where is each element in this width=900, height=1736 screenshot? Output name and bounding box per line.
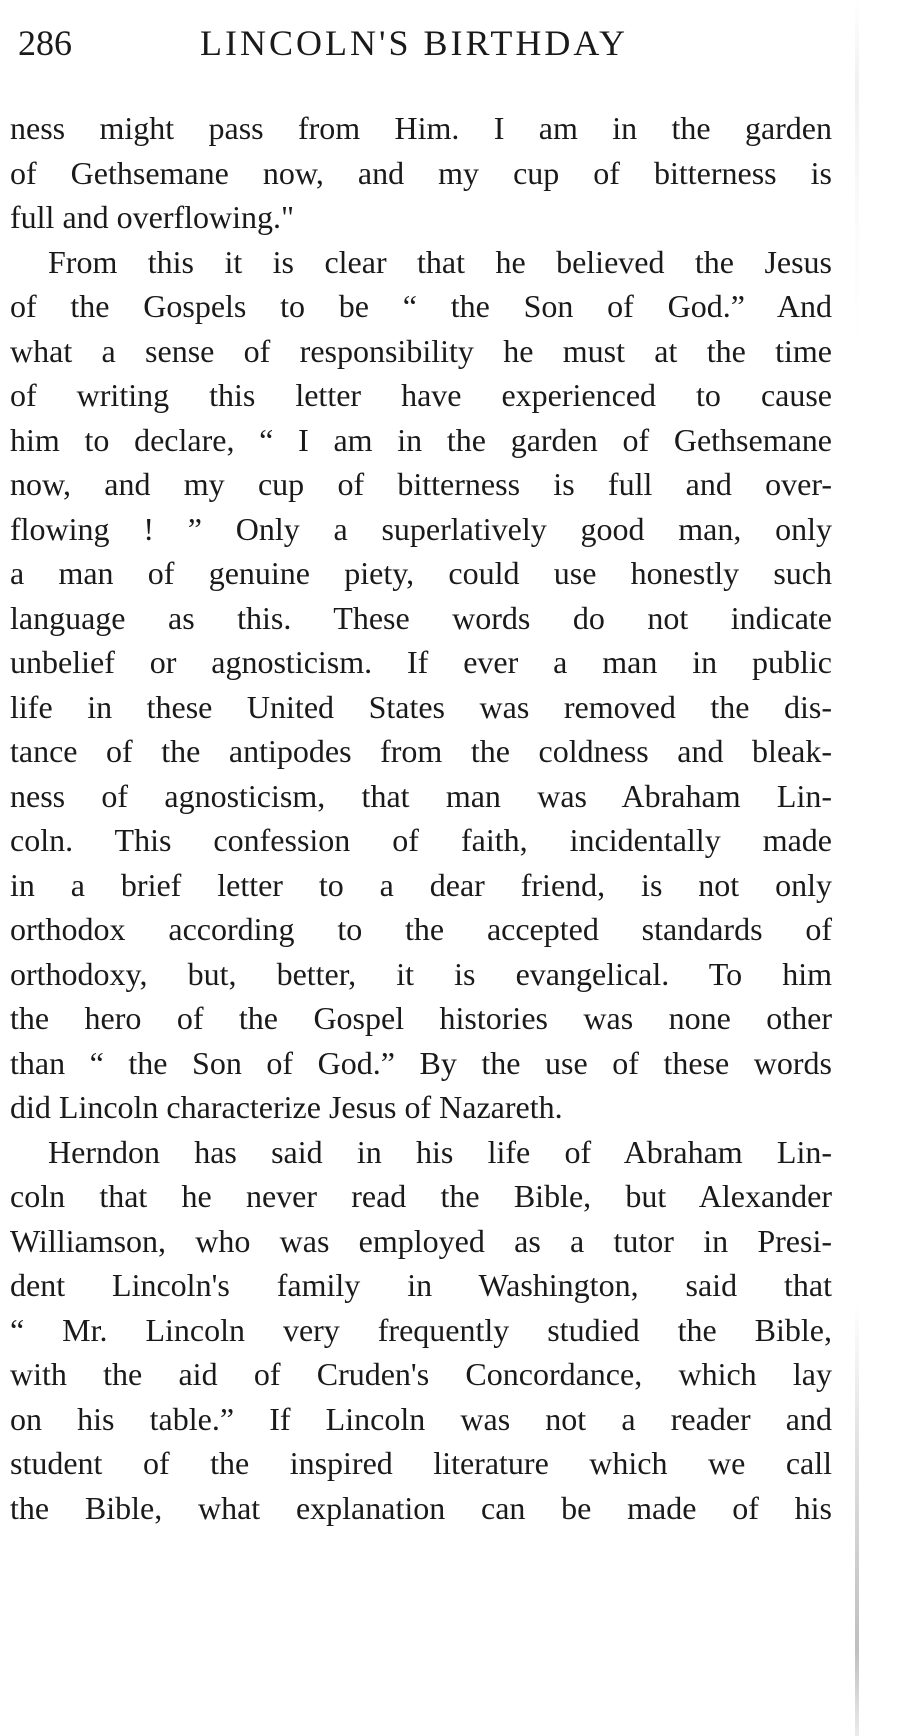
text-line: of writing this letter have experienced to cause	[10, 377, 832, 413]
page-number: 286	[18, 23, 72, 63]
text-line: student of the inspired literature which we call	[10, 1445, 832, 1481]
text-line: of the Gospels to be “ the Son of God.” And	[10, 288, 832, 324]
text-line: on his table.” If Lincoln was not a reader and	[10, 1400, 832, 1437]
text-line: did Lincoln characterize Jesus of Nazareth.	[10, 1089, 563, 1125]
text-line: the Bible, what explanation can be made of his	[10, 1489, 832, 1526]
text-line: coln that he never read the Bible, but Alexander	[10, 1178, 832, 1214]
text-line: of Gethsemane now, and my cup of bitterness is	[10, 154, 832, 191]
running-head	[10, 22, 830, 70]
text-line: tance of the antipodes from the coldness and bleak-	[10, 733, 832, 769]
text-line: Herndon has said in his life of Abraham Lin-	[48, 1133, 832, 1170]
text-line: orthodoxy, but, better, it is evangelical. To him	[10, 955, 832, 992]
text-line: full and overflowing."	[10, 199, 295, 235]
text-line: a man of genuine piety, could use honestly such	[10, 555, 832, 591]
text-line: language as this. These words do not indicate	[10, 599, 832, 636]
text-line: From this it is clear that he believed the Jesus	[48, 243, 832, 280]
text-line: flowing ! ” Only a superlatively good man, only	[10, 510, 832, 547]
text-line: than “ the Son of God.” By the use of these words	[10, 1044, 832, 1081]
text-line: the hero of the Gospel histories was none other	[10, 1000, 832, 1036]
text-line: dent Lincoln's family in Washington, said that	[10, 1267, 832, 1303]
text-line: “ Mr. Lincoln very frequently studied the Bible,	[10, 1311, 832, 1348]
text-line: now, and my cup of bitterness is full and over-	[10, 466, 832, 502]
scan-edge	[855, 0, 859, 1736]
text-line: him to declare, “ I am in the garden of Gethsemane	[10, 421, 832, 458]
text-line: what a sense of responsibility he must at the time	[10, 332, 832, 369]
body-text	[10, 106, 832, 1530]
text-line: in a brief letter to a dear friend, is not only	[10, 866, 832, 903]
text-line: with the aid of Cruden's Concordance, which lay	[10, 1356, 832, 1392]
text-line: ness of agnosticism, that man was Abraham Lin-	[10, 777, 832, 814]
text-line: ness might pass from Him. I am in the garden	[10, 110, 832, 146]
text-line: coln. This confession of faith, incidentally made	[10, 822, 832, 858]
running-title: LINCOLN'S BIRTHDAY	[200, 23, 629, 63]
text-line: life in these United States was removed the dis-	[10, 688, 832, 725]
text-line: Williamson, who was employed as a tutor in Presi-	[10, 1222, 832, 1259]
text-line: unbelief or agnosticism. If ever a man in public	[10, 644, 832, 680]
text-line: orthodox according to the accepted standards of	[10, 911, 832, 947]
